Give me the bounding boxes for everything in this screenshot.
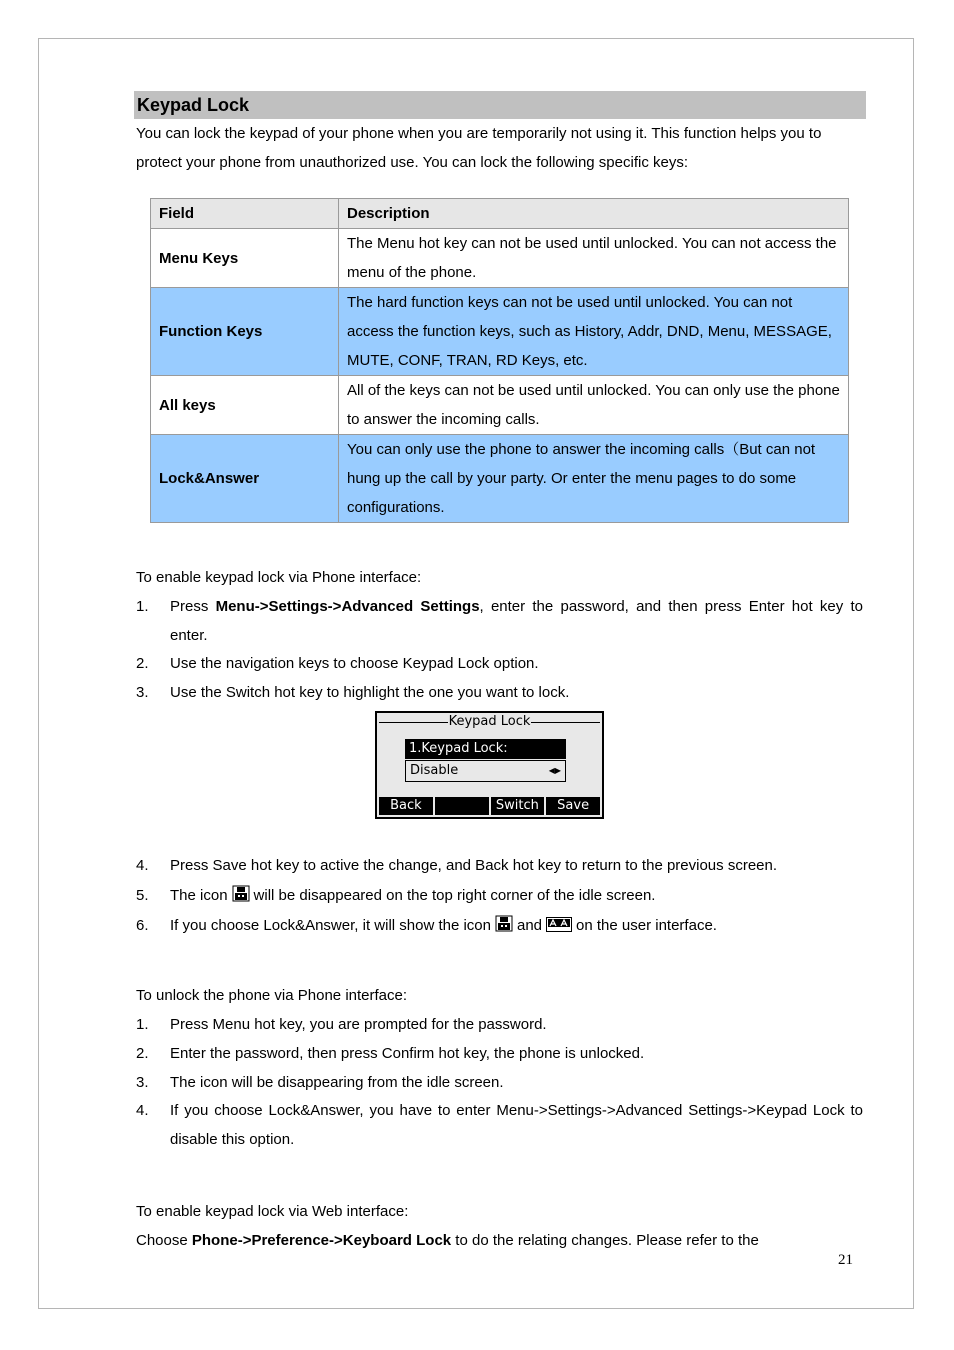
- step-number: 3.: [136, 1074, 149, 1091]
- softkey-back: Back: [379, 797, 433, 815]
- option-value: [405, 760, 566, 782]
- step-number: 4.: [136, 857, 149, 874]
- keypad-lock-icon: [495, 913, 513, 942]
- row-field: Function Keys: [151, 288, 339, 376]
- row-field: Lock&Answer: [151, 435, 339, 523]
- keypad-lock-icon: [232, 883, 250, 912]
- table-header-row: [151, 199, 849, 229]
- unlock-step-3: The icon will be disappearing from the idle screen.: [170, 1074, 504, 1091]
- softkey-save: Save: [546, 797, 600, 815]
- step-text: will be disappeared on the top right corner of the idle screen.: [253, 887, 656, 904]
- phone-step-6: [170, 911, 717, 942]
- web-menu-path: Phone->Preference->Keyboard Lock: [191, 1232, 452, 1249]
- row-description: The Menu hot key can not be used until unlocked. You can not access the menu of the phone.: [339, 229, 849, 288]
- step-number: 2.: [136, 1045, 149, 1062]
- web-instruction: [136, 1226, 759, 1255]
- step-text: The icon: [170, 887, 228, 904]
- step-number: 1.: [136, 598, 149, 615]
- table-row: [151, 229, 849, 288]
- step-number: 1.: [136, 1016, 149, 1033]
- phone-step-3: Use the Switch hot key to highlight the one you want to lock.: [170, 684, 570, 701]
- phone-step-5: [170, 881, 655, 912]
- screen-title-text: Keypad Lock: [448, 714, 531, 729]
- row-field: Menu Keys: [151, 229, 339, 288]
- phone-step-2: Use the navigation keys to choose Keypad Lock option.: [170, 655, 539, 672]
- selected-menu-item: 1.Keypad Lock:: [405, 739, 566, 759]
- step-text: and: [517, 917, 543, 934]
- softkey-bar: [379, 797, 600, 815]
- step-text: on the user interface.: [576, 917, 717, 934]
- phone-lcd-screenshot: [375, 711, 604, 819]
- step-number: 5.: [136, 887, 149, 904]
- auto-answer-icon: [546, 913, 572, 942]
- table-row: [151, 435, 849, 523]
- row-field: All keys: [151, 376, 339, 435]
- phone-step-4: Press Save hot key to active the change, and Back hot key to return to the previous screen.: [170, 857, 778, 874]
- step-text: If you choose Lock&Answer, it will show the icon: [170, 917, 491, 934]
- web-text: Choose: [136, 1232, 192, 1249]
- web-text: to do the relating changes. Please refer to the: [451, 1232, 759, 1249]
- header-field: Field: [151, 199, 339, 229]
- unlock-step-2: Enter the password, then press Confirm hot key, the phone is unlocked.: [170, 1045, 645, 1062]
- section-heading: Keypad Lock: [134, 91, 866, 119]
- menu-path: Menu->Settings->Advanced Settings: [215, 598, 480, 615]
- unlock-step-4: If you choose Lock&Answer, you have to enter Menu->Settings->Advanced Settings->Keypad Lock to disable this option.: [170, 1102, 863, 1148]
- unlock-steps-intro: To unlock the phone via Phone interface:: [136, 987, 408, 1004]
- web-intro: To enable keypad lock via Web interface:: [136, 1203, 409, 1220]
- phone-steps-intro: To enable keypad lock via Phone interface:: [136, 569, 422, 586]
- table-row: [151, 376, 849, 435]
- screen-title: [377, 713, 602, 731]
- step-text: , enter the password, and then press Enter hot key to enter.: [170, 598, 863, 644]
- table-row: [151, 288, 849, 376]
- step-number: 3.: [136, 684, 149, 701]
- step-number: 4.: [136, 1102, 149, 1119]
- step-number: 2.: [136, 655, 149, 672]
- step-text: Press: [170, 598, 216, 615]
- softkey-empty: [435, 797, 489, 815]
- row-description: All of the keys can not be used until unlocked. You can only use the phone to answer the incoming calls.: [339, 376, 849, 435]
- row-description: You can only use the phone to answer the incoming calls（But can not hung up the call by your party. Or enter the menu pages to do some configurations.: [339, 435, 849, 523]
- softkey-switch: Switch: [491, 797, 545, 815]
- step-number: 6.: [136, 917, 149, 934]
- header-description: Description: [339, 199, 849, 229]
- left-right-arrows-icon: ◀▶: [548, 766, 561, 775]
- keys-table: [150, 198, 849, 523]
- option-value-text: Disable: [410, 763, 459, 778]
- intro-paragraph: You can lock the keypad of your phone when you are temporarily not using it. This function helps you to protect your phone from unauthorized use. You can lock the following specific keys:: [136, 125, 822, 171]
- phone-step-1: [170, 592, 863, 650]
- row-description: The hard function keys can not be used until unlocked. You can not access the function keys, such as History, Addr, DND, Menu, MESSAGE, MUTE, CONF, TRAN, RD Keys, etc.: [339, 288, 849, 376]
- unlock-step-1: Press Menu hot key, you are prompted for the password.: [170, 1016, 547, 1033]
- page-number: 21: [838, 1252, 853, 1268]
